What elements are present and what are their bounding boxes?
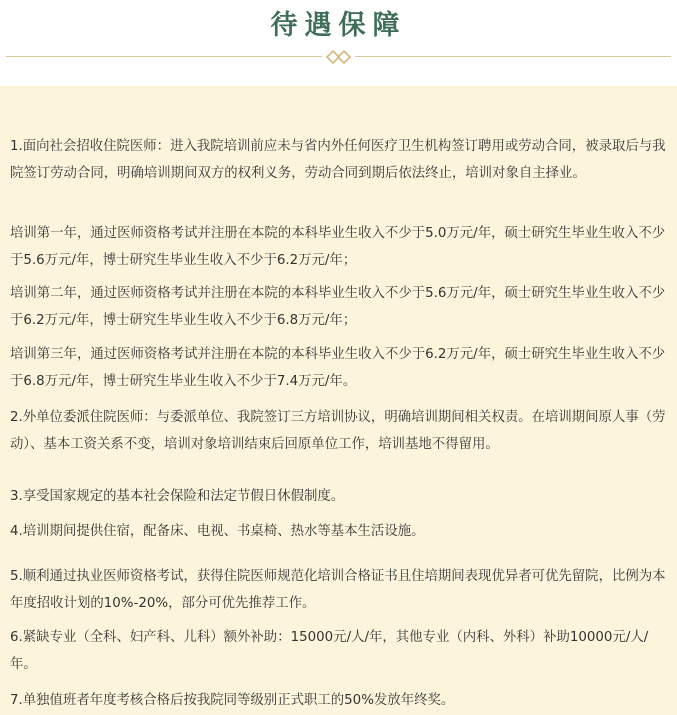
- paragraph-bonus: 7.单独值班者年度考核合格后按我院同等级别正式职工的50%发放年终奖。: [10, 693, 455, 708]
- paragraph-subsidy: 6.紧缺专业（全科、妇产科、儿科）额外补助：15000元/人/年，其他专业（内科、外科）补助10000元/人/年。: [10, 630, 649, 672]
- paragraph-year-three: 培训第三年，通过医师资格考试并注册在本院的本科毕业生收入不少于6.2万元/年，硕士研究生毕业生收入不少于6.8万元/年，博士研究生毕业生收入不少于7.4万元/年。: [10, 347, 666, 389]
- paragraph-year-one: 培训第一年，通过医师资格考试并注册在本院的本科毕业生收入不少于5.0万元/年，硕士研究生毕业生收入不少于5.6万元/年，博士研究生毕业生收入不少于6.2万元/年；: [10, 226, 666, 268]
- divider-line-left: [6, 56, 322, 57]
- double-diamond-ornament-icon: [322, 50, 355, 64]
- page-title: 待遇保障: [270, 10, 407, 41]
- benefits-content: [0, 86, 677, 715]
- paragraph-year-two: 培训第二年，通过医师资格考试并注册在本院的本科毕业生收入不少于5.6万元/年，硕士研究生毕业生收入不少于6.2万元/年，博士研究生毕业生收入不少于6.8万元/年；: [10, 286, 666, 328]
- header: [0, 0, 677, 86]
- title-divider: [0, 50, 677, 64]
- divider-line-right: [355, 56, 671, 57]
- paragraph-insurance: 3.享受国家规定的基本社会保险和法定节假日休假制度。: [10, 489, 345, 504]
- paragraph-retention: 5.顺利通过执业医师资格考试，获得住院医师规范化培训合格证书且住培期间表现优异者可优先留院，比例为本年度招收计划的10%-20%，部分可优先推荐工作。: [10, 569, 666, 611]
- paragraph-recruit-social: 1.面向社会招收住院医师：进入我院培训前应未与省内外任何医疗卫生机构签订聘用或劳动合同，被录取后与我院签订劳动合同，明确培训期间双方的权利义务，劳动合同到期后依法终止，培训对象自主择业。: [10, 139, 666, 181]
- paragraph-housing: 4.培训期间提供住宿，配备床、电视、书桌椅、热水等基本生活设施。: [10, 524, 425, 539]
- paragraph-delegated: 2.外单位委派住院医师：与委派单位、我院签订三方培训协议，明确培训期间相关权责。在培训期间原人事（劳动）、基本工资关系不变，培训对象培训结束后回原单位工作，培训基地不得留用。: [10, 410, 666, 452]
